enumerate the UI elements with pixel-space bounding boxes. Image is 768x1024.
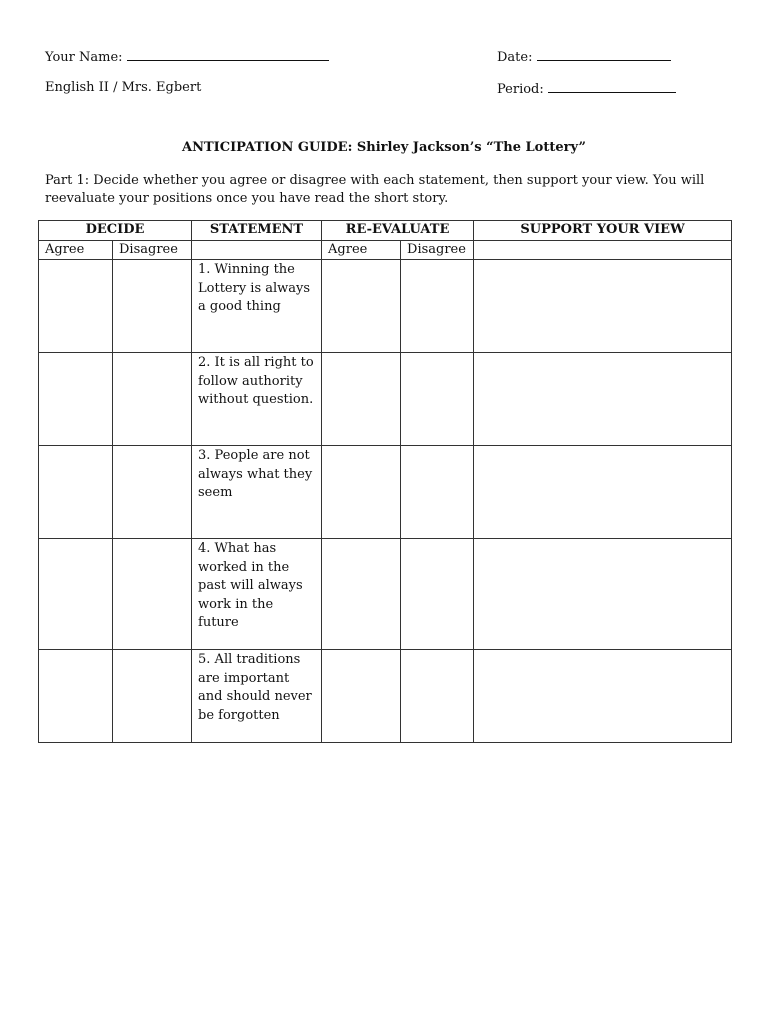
support-subheader-blank: [474, 241, 732, 260]
table-subheader-row: [39, 241, 732, 260]
reevaluate-agree-cell[interactable]: [322, 650, 401, 743]
support-view-cell[interactable]: [474, 260, 732, 353]
decide-agree-cell[interactable]: [39, 353, 113, 446]
reevaluate-disagree-cell[interactable]: [401, 650, 474, 743]
course-label: English II / Mrs. Egbert: [45, 80, 202, 95]
statement-header: STATEMENT: [192, 221, 322, 241]
decide-agree-cell[interactable]: [39, 650, 113, 743]
date-label: Date:: [497, 50, 533, 65]
support-view-cell[interactable]: [474, 650, 732, 743]
reevaluate-disagree-cell[interactable]: [401, 260, 474, 353]
period-line: [497, 80, 676, 98]
period-label: Period:: [497, 82, 544, 97]
decide-disagree-cell[interactable]: [113, 446, 192, 539]
period-blank[interactable]: [548, 80, 676, 93]
anticipation-table: [38, 220, 732, 743]
decide-agree-cell[interactable]: [39, 260, 113, 353]
decide-header: DECIDE: [39, 221, 192, 241]
decide-agree-cell[interactable]: [39, 446, 113, 539]
decide-agree-header: Agree: [39, 241, 113, 260]
statement-subheader-blank: [192, 241, 322, 260]
reevaluate-agree-cell[interactable]: [322, 539, 401, 650]
statement-cell: 5. All traditions are important and should never be forgotten: [192, 650, 322, 743]
reevaluate-agree-cell[interactable]: [322, 260, 401, 353]
table-row: [39, 353, 732, 446]
reevaluate-header: RE-EVALUATE: [322, 221, 474, 241]
reevaluate-disagree-cell[interactable]: [401, 446, 474, 539]
support-view-cell[interactable]: [474, 446, 732, 539]
table-row: [39, 260, 732, 353]
decide-disagree-cell[interactable]: [113, 539, 192, 650]
decide-disagree-header: Disagree: [113, 241, 192, 260]
reevaluate-agree-cell[interactable]: [322, 446, 401, 539]
decide-disagree-cell[interactable]: [113, 260, 192, 353]
table-row: [39, 539, 732, 650]
statement-cell: 2. It is all right to follow authority without question.: [192, 353, 322, 446]
reevaluate-agree-cell[interactable]: [322, 353, 401, 446]
reevaluate-disagree-cell[interactable]: [401, 539, 474, 650]
table-header-row: [39, 221, 732, 241]
support-view-cell[interactable]: [474, 539, 732, 650]
reevaluate-disagree-header: Disagree: [401, 241, 474, 260]
name-label: Your Name:: [45, 50, 123, 65]
date-line: [497, 48, 671, 66]
reevaluate-agree-header: Agree: [322, 241, 401, 260]
support-header: SUPPORT YOUR VIEW: [474, 221, 732, 241]
decide-agree-cell[interactable]: [39, 539, 113, 650]
support-view-cell[interactable]: [474, 353, 732, 446]
date-blank[interactable]: [537, 48, 671, 61]
decide-disagree-cell[interactable]: [113, 650, 192, 743]
name-line: [45, 48, 329, 66]
statement-cell: 3. People are not always what they seem: [192, 446, 322, 539]
statement-cell: 1. Winning the Lottery is always a good thing: [192, 260, 322, 353]
reevaluate-disagree-cell[interactable]: [401, 353, 474, 446]
table-row: [39, 446, 732, 539]
instructions-text: Part 1: Decide whether you agree or disagree with each statement, then support your view. You will reevaluate your positions once you have read the short story.: [45, 173, 705, 206]
page-title: ANTICIPATION GUIDE: Shirley Jackson’s “The Lottery”: [182, 140, 586, 155]
name-blank[interactable]: [127, 48, 329, 61]
decide-disagree-cell[interactable]: [113, 353, 192, 446]
statement-cell: 4. What has worked in the past will always work in the future: [192, 539, 322, 650]
table-row: [39, 650, 732, 743]
